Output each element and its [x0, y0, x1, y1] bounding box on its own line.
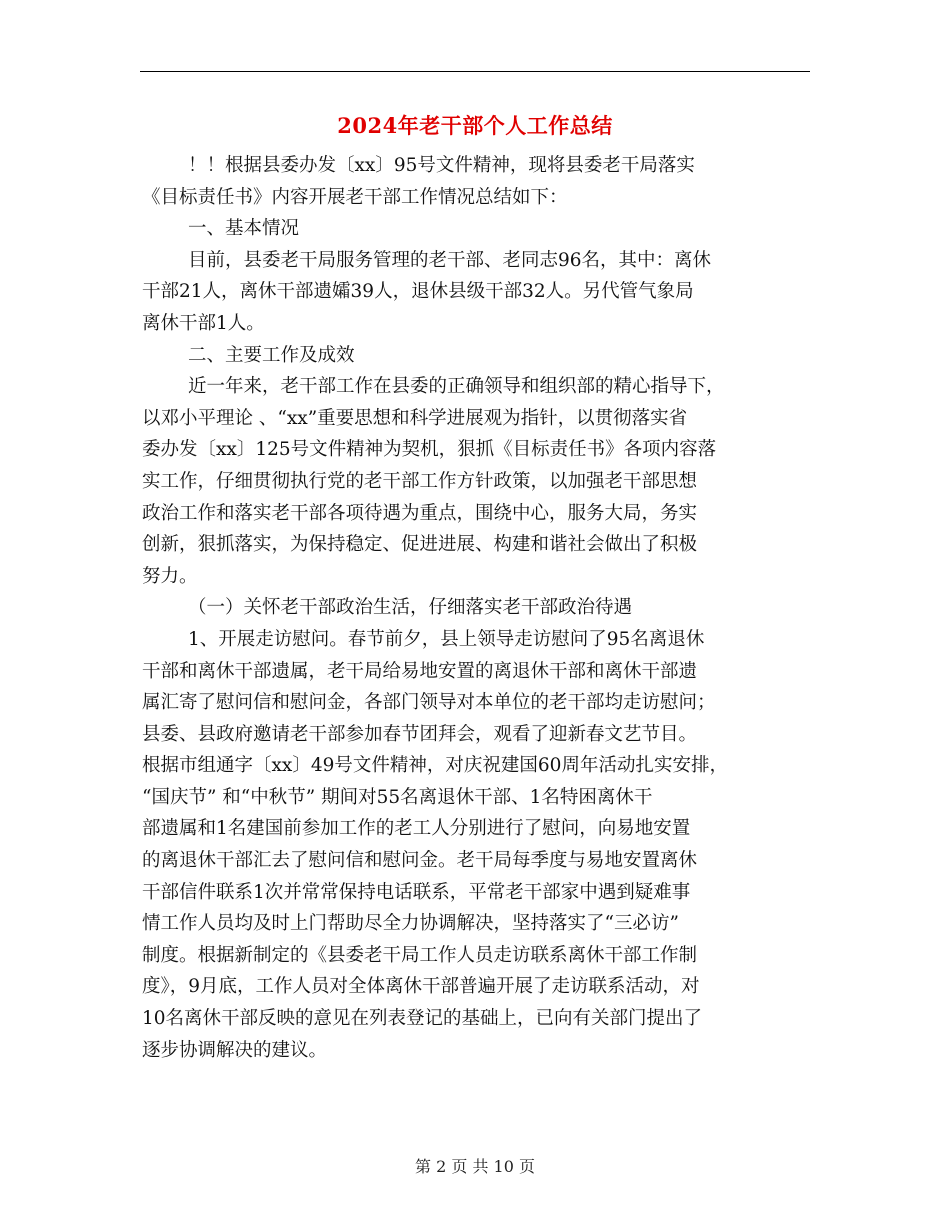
header-rule [140, 71, 810, 72]
text-line: 制度。根据新制定的《县委老干局工作人员走访联系离休干部工作制 [142, 944, 698, 966]
text-line: 属汇寄了慰问信和慰问金，各部门领导对本单位的老干部均走访慰问； [142, 692, 716, 714]
text-line: “国庆节” 和“中秋节” 期间对55名离退休干部、1名特困离休干 [142, 786, 653, 808]
text-line: 《目标责任书》内容开展老干部工作情况总结如下： [142, 186, 568, 208]
document-body [142, 150, 832, 1066]
text-line: 以邓小平理论 、“xx”重要思想和科学进展观为指针，以贯彻落实省 [142, 407, 688, 429]
text-line: 1、开展走访慰问。春节前夕，县上领导走访慰问了95名离退休 [188, 628, 705, 650]
text-line: 政治工作和落实老干部各项待遇为重点，围绕中心，服务大局，务实 [142, 502, 698, 524]
text-line: 部遗属和1名建国前参加工作的老工人分别进行了慰问，向易地安置 [142, 818, 691, 840]
text-line: 委办发〔xx〕125号文件精神为契机，狠抓《目标责任书》各项内容落 [142, 439, 717, 461]
text-line: 离休干部1人。 [142, 312, 265, 334]
text-line: 目前，县委老干局服务管理的老干部、老同志96名，其中：离休 [188, 249, 712, 271]
text-line: 干部21人，离休干部遗孀39人，退休县级干部32人。另代管气象局 [142, 281, 694, 303]
text-line: 实工作，仔细贯彻执行党的老干部工作方针政策，以加强老干部思想 [142, 470, 698, 492]
text-line: 创新，狠抓落实，为保持稳定、促进进展、构建和谐社会做出了积极 [142, 534, 698, 556]
text-line: 度》，9月底，工作人员对全体离休干部普遍开展了走访联系活动，对 [142, 976, 700, 998]
text-line: 的离退休干部汇去了慰问信和慰问金。老干局每季度与易地安置离休 [142, 850, 698, 872]
section-heading: 二、主要工作及成效 [188, 344, 355, 366]
subsection-heading: （一）关怀老干部政治生活，仔细落实老干部政治待遇 [188, 597, 633, 619]
document-title: 2024年老干部个人工作总结 [337, 113, 613, 138]
section-heading: 一、基本情况 [188, 218, 300, 240]
text-line: 干部信件联系1次并常常保持电话联系，平常老干部家中遇到疑难事 [142, 881, 691, 903]
text-line: ！！根据县委办发〔xx〕95号文件精神，现将县委老干局落实 [188, 155, 695, 176]
text-line: 干部和离休干部遗属，老干局给易地安置的离退休干部和离休干部遗 [142, 660, 698, 682]
text-line: 努力。 [142, 565, 198, 587]
text-line: 情工作人员均及时上门帮助尽全力协调解决，坚持落实了“三必访” [142, 913, 679, 935]
text-line: 近一年来，老干部工作在县委的正确领导和组织部的精心指导下， [188, 376, 725, 398]
text-line: 县委、县政府邀请老干部参加春节团拜会，观看了迎新春文艺节目。 [142, 723, 698, 745]
text-line: 10名离休干部反映的意见在列表登记的基础上，已向有关部门提出了 [142, 1008, 703, 1030]
page-number: 第 2 页 共 10 页 [415, 1157, 535, 1176]
text-line: 逐步协调解决的建议。 [142, 1039, 328, 1061]
text-line: 根据市组通字〔xx〕49号文件精神，对庆祝建国60周年活动扎实安排， [142, 755, 728, 777]
